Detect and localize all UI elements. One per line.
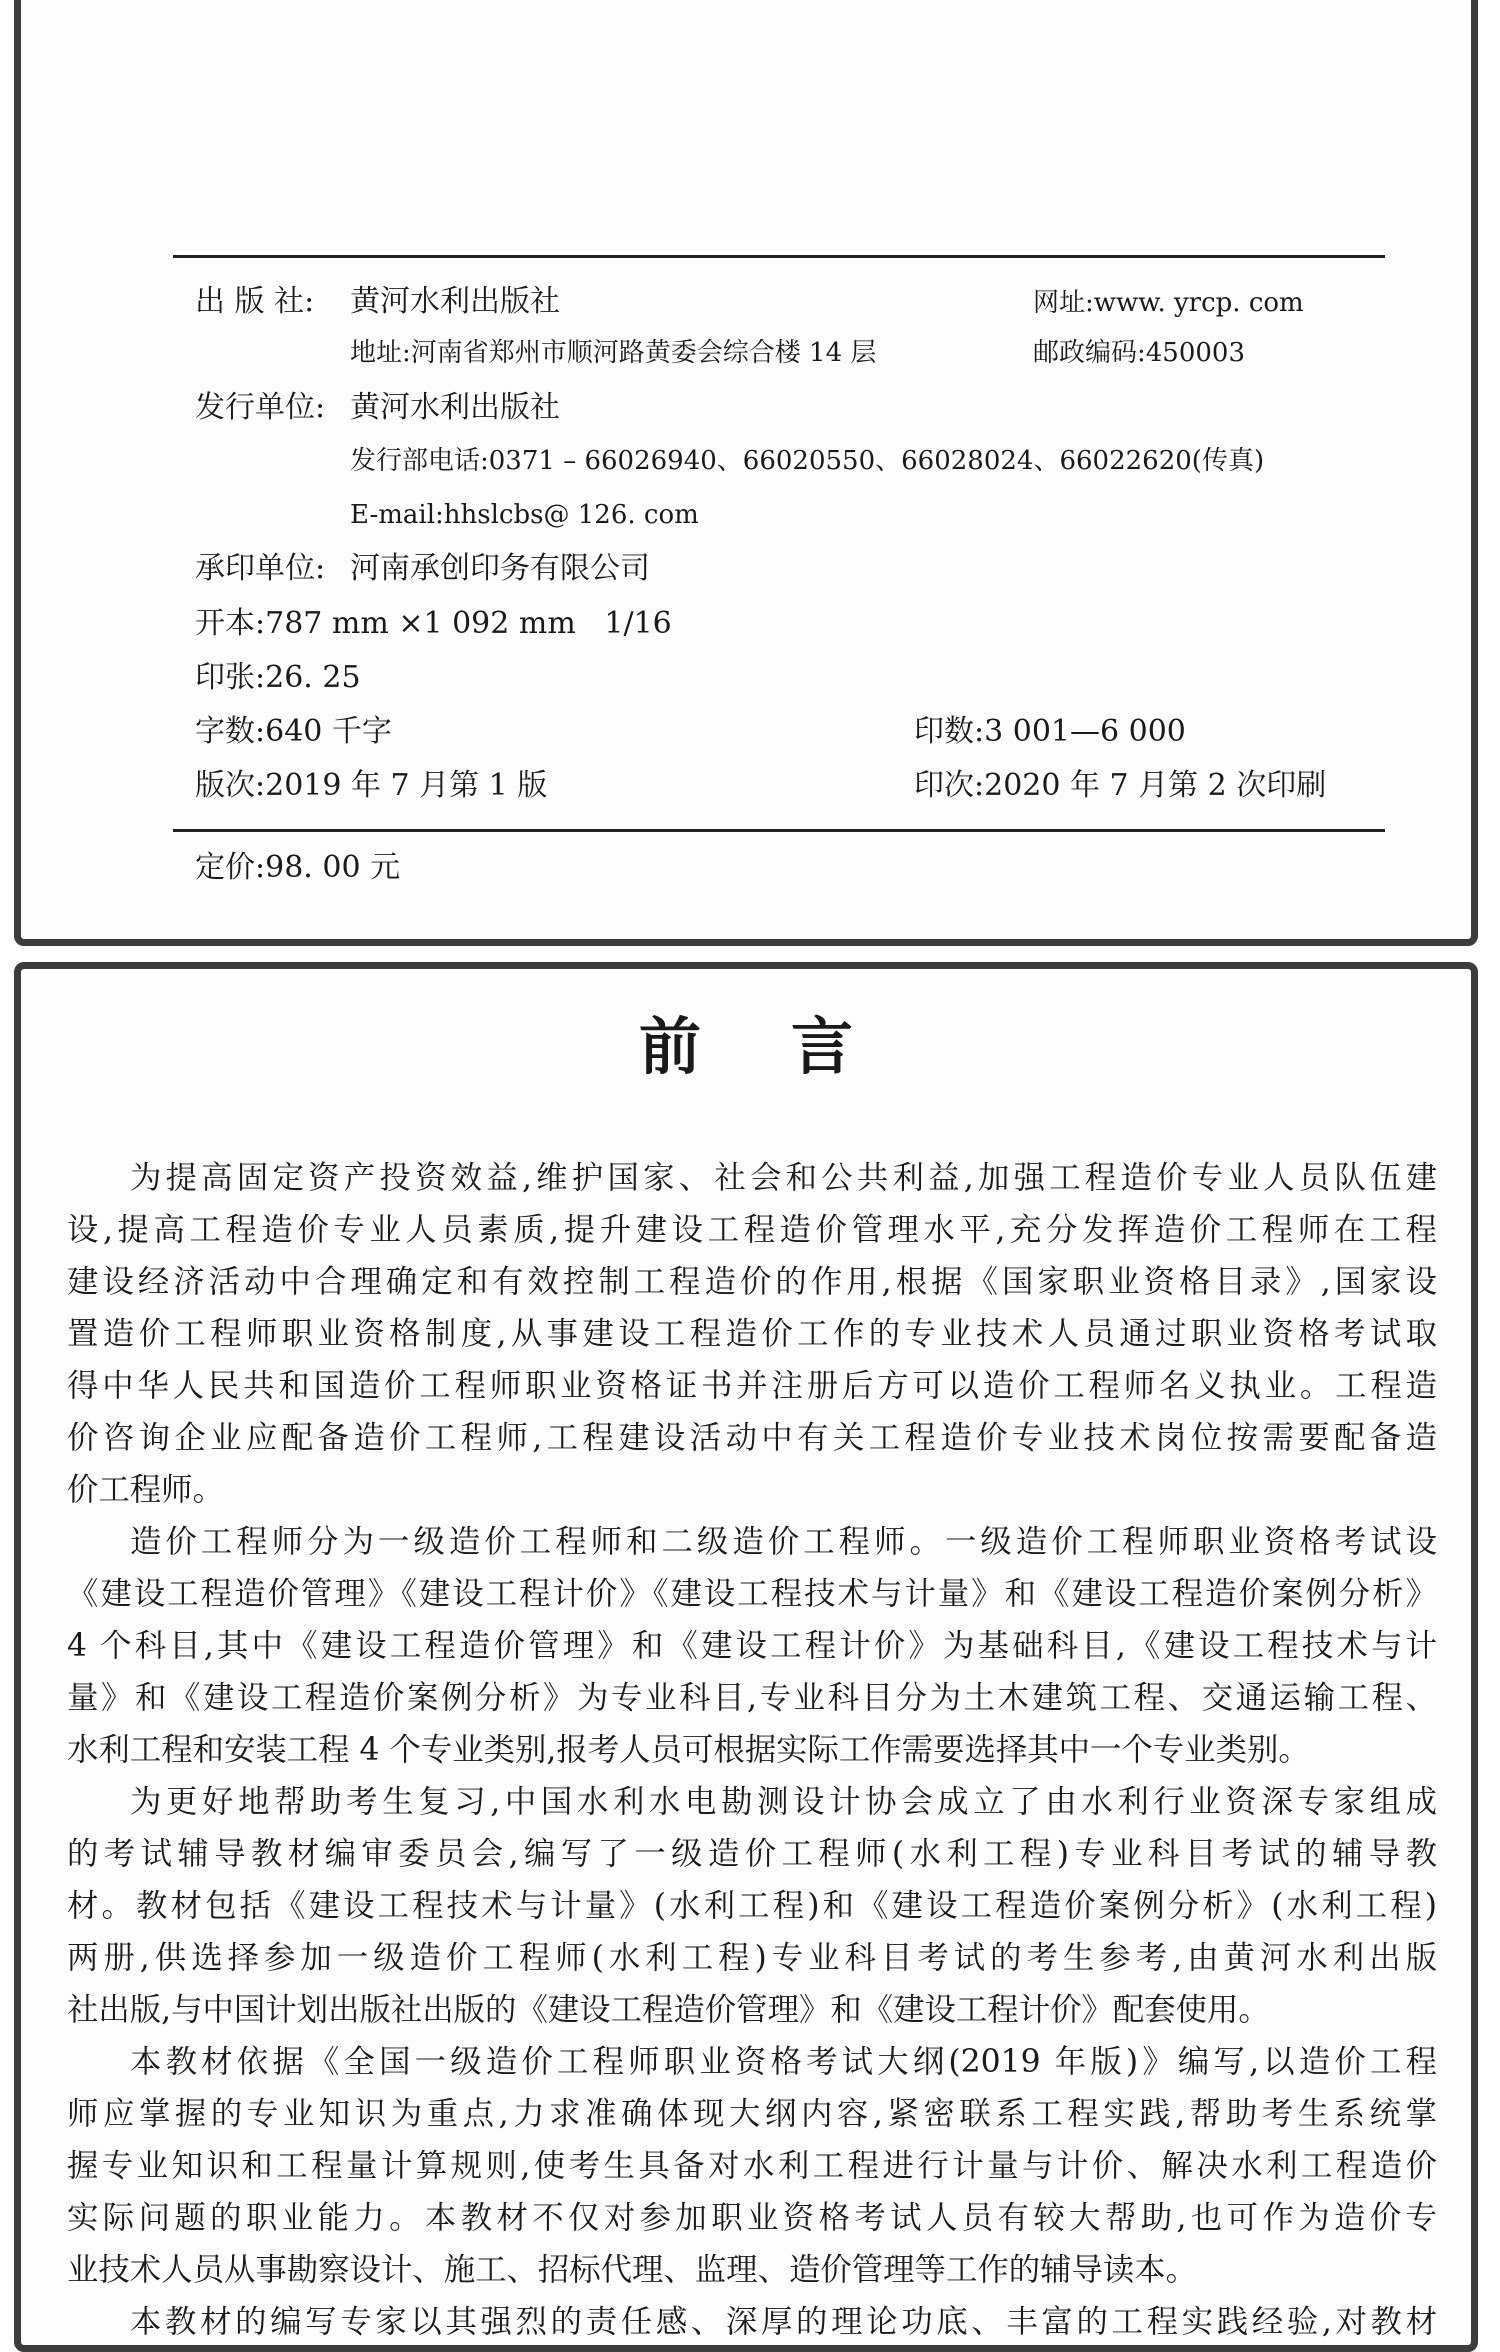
address: 地址:河南省郑州市顺河路黄委会综合楼 14 层 <box>350 338 877 368</box>
preface-line: 两册,供选择参加一级造价工程师(水利工程)专业科目考试的考生参考,由黄河水利出版 <box>67 1940 1437 1976</box>
preface-line: 建设经济活动中合理确定和有效控制工程造价的作用,根据《国家职业资格目录》,国家设 <box>67 1264 1437 1300</box>
print-count: 印数:3 001—6 000 <box>914 714 1186 749</box>
preface-line: 价咨询企业应配备造价工程师,工程建设活动中有关工程造价专业技术岗位按需要配备造 <box>67 1420 1437 1456</box>
preface-line: 得中华人民共和国造价工程师职业资格证书并注册后方可以造价工程师名义执业。工程造 <box>67 1368 1437 1404</box>
words: 字数:640 千字 <box>195 714 392 749</box>
preface-line: 设,提高工程造价专业人员素质,提升建设工程造价管理水平,充分发挥造价工程师在工程 <box>67 1212 1437 1248</box>
publisher-label: 出 版 社: <box>195 284 315 319</box>
preface-line: 置造价工程师职业资格制度,从事建设工程造价工作的专业技术人员通过职业资格考试取 <box>67 1316 1437 1352</box>
printing: 印次:2020 年 7 月第 2 次印刷 <box>914 768 1327 803</box>
email: E-mail:hhslcbs@ 126. com <box>350 500 699 530</box>
preface-line: 《建设工程造价管理》《建设工程计价》《建设工程技术与计量》和《建设工程造价案例分析》 <box>67 1576 1437 1612</box>
preface-line: 量》和《建设工程造价案例分析》为专业科目,专业科目分为土木建筑工程、交通运输工程、 <box>67 1680 1437 1716</box>
printer-name: 河南承创印务有限公司 <box>350 551 650 586</box>
preface-line: 材。教材包括《建设工程技术与计量》(水利工程)和《建设工程造价案例分析》(水利工程) <box>67 1888 1437 1924</box>
website: 网址:www. yrcp. com <box>1033 288 1304 318</box>
postcode: 邮政编码:450003 <box>1033 338 1246 368</box>
colophon-top-rule <box>173 255 1385 258</box>
preface-line: 本教材的编写专家以其强烈的责任感、深厚的理论功底、丰富的工程实践经验,对教材 <box>130 2304 1437 2340</box>
preface-line: 为提高固定资产投资效益,维护国家、社会和公共利益,加强工程造价专业人员队伍建 <box>130 1160 1437 1196</box>
format: 开本:787 mm ×1 092 mm 1/16 <box>195 606 672 641</box>
preface-panel <box>14 962 1478 2352</box>
distributor-name: 黄河水利出版社 <box>350 390 560 425</box>
preface-line: 水利工程和安装工程 4 个专业类别,报考人员可根据实际工作需要选择其中一个专业类别。 <box>67 1732 1310 1768</box>
preface-line: 造价工程师分为一级造价工程师和二级造价工程师。一级造价工程师职业资格考试设 <box>130 1524 1437 1560</box>
sheets: 印张:26. 25 <box>195 660 361 695</box>
preface-line: 社出版,与中国计划出版社出版的《建设工程造价管理》和《建设工程计价》配套使用。 <box>67 1992 1270 2028</box>
preface-line: 4 个科目,其中《建设工程造价管理》和《建设工程计价》为基础科目,《建设工程技术与计 <box>67 1628 1437 1664</box>
preface-line: 的考试辅导教材编审委员会,编写了一级造价工程师(水利工程)专业科目考试的辅导教 <box>67 1836 1437 1872</box>
distributor-label: 发行单位: <box>195 390 326 425</box>
preface-line: 本教材依据《全国一级造价工程师职业资格考试大纲(2019 年版)》编写,以造价工程 <box>130 2044 1437 2080</box>
preface-line: 为更好地帮助考生复习,中国水利水电勘测设计协会成立了由水利行业资深专家组成 <box>130 1784 1437 1820</box>
colophon-panel <box>14 0 1478 946</box>
preface-line: 师应掌握的专业知识为重点,力求准确体现大纲内容,紧密联系工程实践,帮助考生系统掌 <box>67 2096 1437 2132</box>
price: 定价:98. 00 元 <box>195 850 401 885</box>
colophon-bottom-rule <box>173 829 1385 832</box>
publisher-name: 黄河水利出版社 <box>350 284 560 319</box>
preface-line: 价工程师。 <box>67 1472 224 1508</box>
printer-label: 承印单位: <box>195 551 326 586</box>
preface-line: 实际问题的职业能力。本教材不仅对参加职业资格考试人员有较大帮助,也可作为造价专 <box>67 2200 1437 2236</box>
preface-title: 前言 <box>638 1010 943 1083</box>
preface-line: 业技术人员从事勘察设计、施工、招标代理、监理、造价管理等工作的辅导读本。 <box>67 2252 1198 2288</box>
preface-line: 握专业知识和工程量计算规则,使考生具备对水利工程进行计量与计价、解决水利工程造价 <box>67 2148 1437 2184</box>
edition: 版次:2019 年 7 月第 1 版 <box>195 768 548 803</box>
phone: 发行部电话:0371 – 66026940、66020550、66028024、66022620(传真) <box>350 446 1265 476</box>
